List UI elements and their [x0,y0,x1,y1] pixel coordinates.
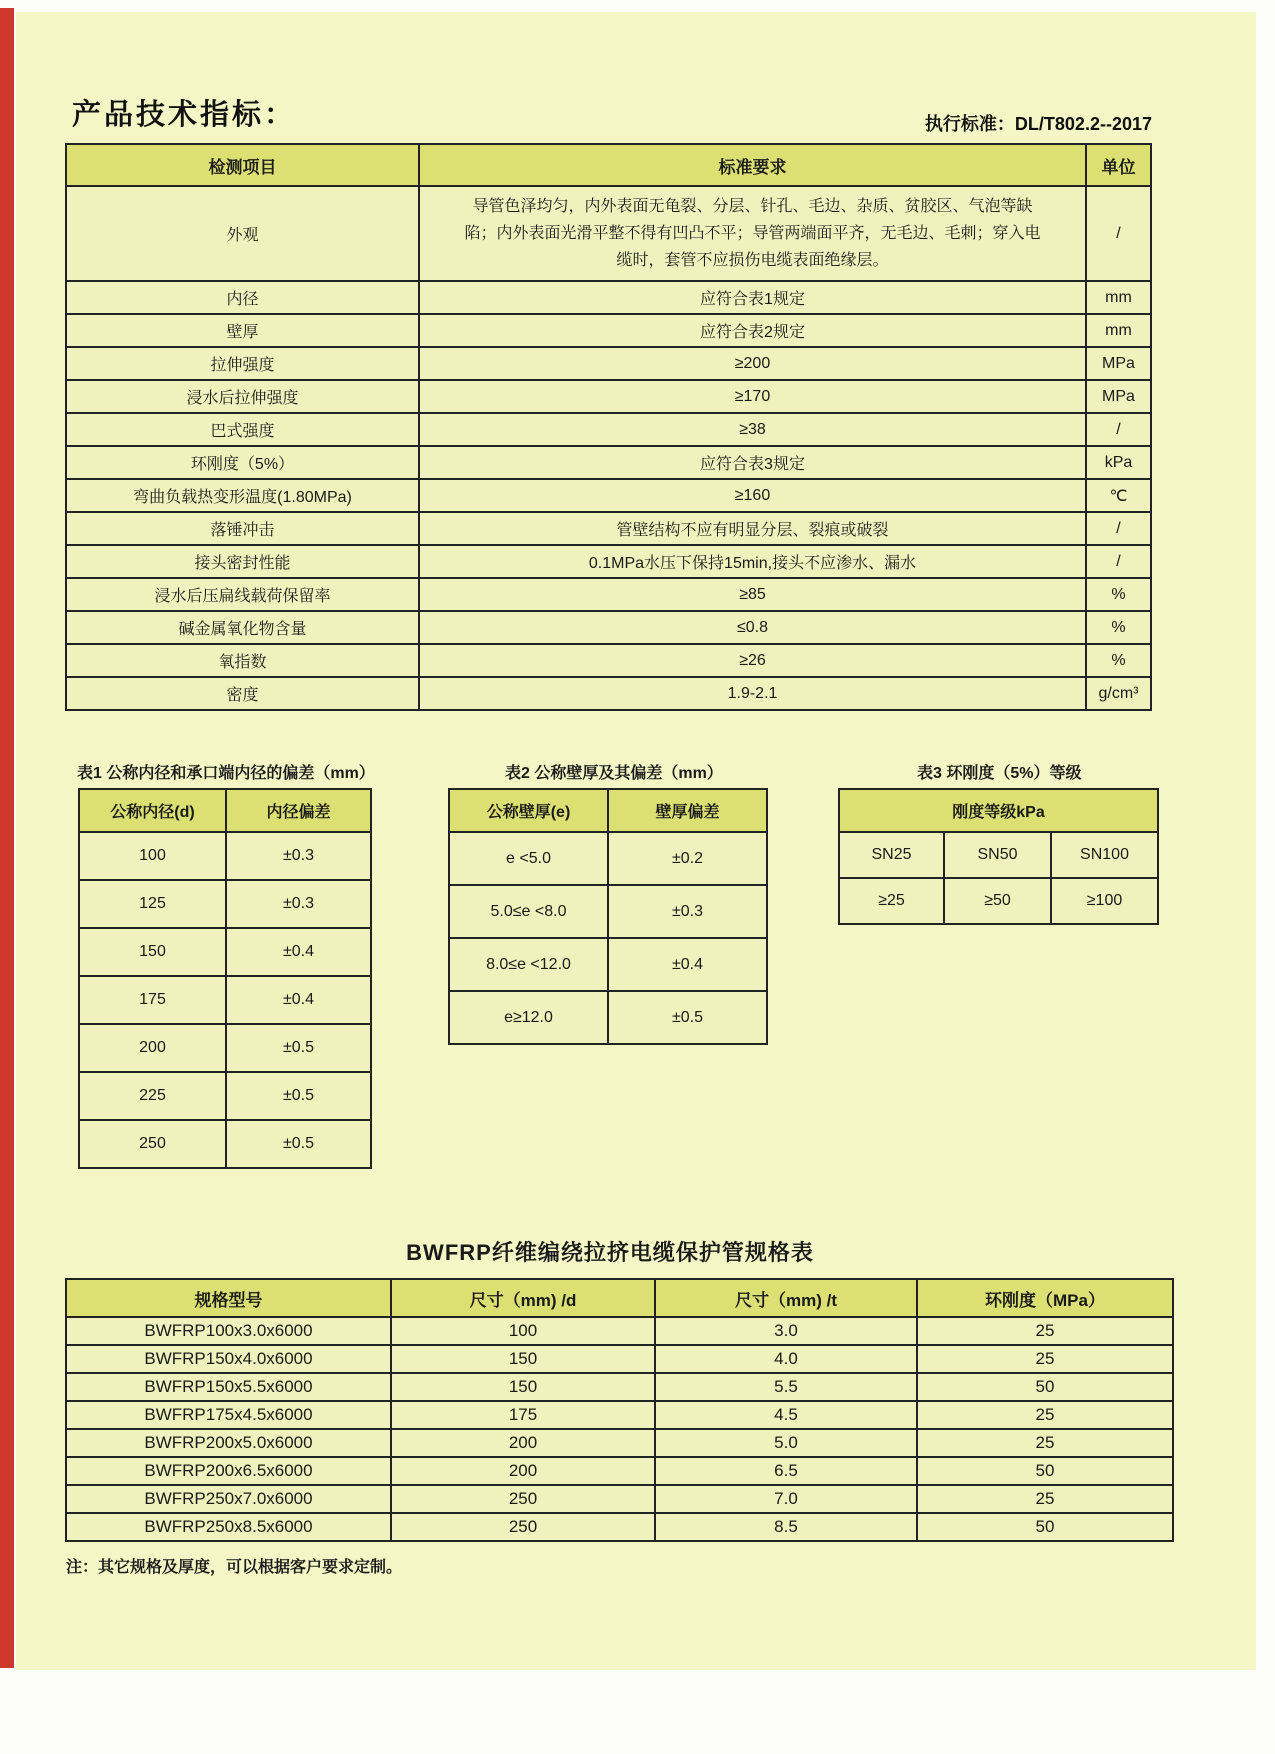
value-cell: 25 [917,1345,1173,1373]
requirement-cell: ≥26 [419,644,1086,677]
table3-title: 表3 环刚度（5%）等级 [917,765,1082,782]
column-header-model: 规格型号 [66,1279,391,1317]
table-row [66,545,1151,578]
column-header-nominal-diameter: 公称内径(d) [79,789,226,832]
item-cell: 外观 [66,186,419,281]
grade-cell: SN50 [944,832,1051,878]
table2-title: 表2 公称壁厚及其偏差（mm） [505,765,723,782]
item-cell: 接头密封性能 [66,545,419,578]
value-cell: 100 [79,832,226,880]
unit-cell: MPa [1086,347,1151,380]
value-cell: 6.5 [655,1457,917,1485]
requirement-cell: 导管色泽均匀，内外表面无龟裂、分层、针孔、毛边、杂质、贫胶区、气泡等缺陷；内外表面光滑平整不得有凹凸不平；导管两端面平齐，无毛边、毛刺；穿入电缆时，套管不应损伤电缆表面绝缘层。 [419,186,1086,281]
unit-cell: MPa [1086,380,1151,413]
requirement-cell: 应符合表3规定 [419,446,1086,479]
table-row [66,1513,1173,1541]
column-header-thickness-tolerance: 壁厚偏差 [608,789,767,832]
value-cell: ±0.3 [226,880,371,928]
requirement-cell: 管壁结构不应有明显分层、裂痕或破裂 [419,512,1086,545]
value-cell: 225 [79,1072,226,1120]
table-row [66,186,1151,281]
grade-cell: SN100 [1051,832,1158,878]
model-cell: BWFRP100x3.0x6000 [66,1317,391,1345]
unit-cell: ℃ [1086,479,1151,512]
value-cell: 4.0 [655,1345,917,1373]
model-cell: BWFRP150x4.0x6000 [66,1345,391,1373]
left-edge-red-strip [0,8,14,1668]
value-cell: 250 [391,1485,655,1513]
table1-diameter-tolerance [78,788,372,1169]
table-row [449,832,767,885]
value-cell: 25 [917,1485,1173,1513]
value-cell: ±0.3 [608,885,767,938]
table-row [66,1345,1173,1373]
value-cell: ±0.5 [608,991,767,1044]
table-row [66,380,1151,413]
table-row [66,644,1151,677]
unit-cell: mm [1086,314,1151,347]
page-title: 产品技术指标： [72,99,297,131]
grade-cell: SN25 [839,832,944,878]
table-row [79,928,371,976]
value-cell: 250 [391,1513,655,1541]
table-row [66,479,1151,512]
value-cell: 3.0 [655,1317,917,1345]
column-header-diameter-tolerance: 内径偏差 [226,789,371,832]
table-row [66,1485,1173,1513]
unit-cell: % [1086,644,1151,677]
value-cell: 150 [79,928,226,976]
table-row [79,1072,371,1120]
column-header-size-t: 尺寸（mm) /t [655,1279,917,1317]
unit-cell: / [1086,512,1151,545]
model-cell: BWFRP150x5.5x6000 [66,1373,391,1401]
value-cell: 50 [917,1513,1173,1541]
requirement-cell: ≥160 [419,479,1086,512]
value-cell: 8.5 [655,1513,917,1541]
unit-cell: / [1086,186,1151,281]
unit-cell: kPa [1086,446,1151,479]
table-row [839,878,1158,924]
model-cell: BWFRP250x7.0x6000 [66,1485,391,1513]
model-cell: BWFRP175x4.5x6000 [66,1401,391,1429]
value-cell: ±0.4 [226,976,371,1024]
table-header-row [449,789,767,832]
item-cell: 浸水后拉伸强度 [66,380,419,413]
value-cell: 25 [917,1401,1173,1429]
column-header-unit: 单位 [1086,144,1151,186]
item-cell: 环刚度（5%） [66,446,419,479]
value-cell: 125 [79,880,226,928]
unit-cell: g/cm³ [1086,677,1151,710]
table-row [66,446,1151,479]
item-cell: 密度 [66,677,419,710]
table-row [839,832,1158,878]
item-cell: 弯曲负载热变形温度(1.80MPa) [66,479,419,512]
table-row [79,832,371,880]
stiffness-grade-header: 刚度等级kPa [839,789,1158,832]
unit-cell: / [1086,413,1151,446]
spec-table-title: BWFRP纤维编绕拉挤电缆保护管规格表 [406,1240,814,1265]
column-header-nominal-thickness: 公称壁厚(e) [449,789,608,832]
value-cell: ±0.4 [608,938,767,991]
table3-ring-stiffness-grades [838,788,1159,925]
value-cell: 200 [79,1024,226,1072]
item-cell: 巴式强度 [66,413,419,446]
value-cell: 150 [391,1345,655,1373]
model-cell: BWFRP200x5.0x6000 [66,1429,391,1457]
value-cell: ≥25 [839,878,944,924]
table-row [66,611,1151,644]
unit-cell: % [1086,578,1151,611]
value-cell: ±0.4 [226,928,371,976]
table-row [79,976,371,1024]
value-cell: 200 [391,1429,655,1457]
value-cell: ≥100 [1051,878,1158,924]
unit-cell: mm [1086,281,1151,314]
table-row [66,281,1151,314]
value-cell: 5.0 [655,1429,917,1457]
table-row [66,1317,1173,1345]
item-cell: 落锤冲击 [66,512,419,545]
table-row [66,1457,1173,1485]
value-cell: ±0.5 [226,1024,371,1072]
value-cell: 25 [917,1429,1173,1457]
item-cell: 氧指数 [66,644,419,677]
table-row [79,1024,371,1072]
value-cell: 5.0≤e <8.0 [449,885,608,938]
table-header-row [79,789,371,832]
requirement-cell: ≥38 [419,413,1086,446]
requirement-cell: ≥85 [419,578,1086,611]
unit-cell: % [1086,611,1151,644]
table-header-row [839,789,1158,832]
model-cell: BWFRP200x6.5x6000 [66,1457,391,1485]
requirement-cell: ≥200 [419,347,1086,380]
value-cell: e≥12.0 [449,991,608,1044]
value-cell: 175 [79,976,226,1024]
table-row [79,1120,371,1168]
table-header-row [66,1279,1173,1317]
table-row [66,677,1151,710]
value-cell: 5.5 [655,1373,917,1401]
table-row [66,578,1151,611]
table-row [66,1401,1173,1429]
requirement-cell: ≤0.8 [419,611,1086,644]
requirement-cell: ≥170 [419,380,1086,413]
table-row [66,1373,1173,1401]
table1-title: 表1 公称内径和承口端内径的偏差（mm） [77,765,375,782]
footnote: 注：其它规格及厚度，可以根据客户要求定制。 [66,1559,403,1576]
value-cell: 250 [79,1120,226,1168]
spec-table [65,1278,1174,1542]
column-header-size-d: 尺寸（mm) /d [391,1279,655,1317]
requirement-cell: 0.1MPa水压下保持15min,接头不应渗水、漏水 [419,545,1086,578]
table-row [66,1429,1173,1457]
requirement-cell: 应符合表1规定 [419,281,1086,314]
value-cell: 100 [391,1317,655,1345]
model-cell: BWFRP250x8.5x6000 [66,1513,391,1541]
value-cell: e <5.0 [449,832,608,885]
table-row [66,314,1151,347]
table-row [449,938,767,991]
table-row [449,885,767,938]
value-cell: 50 [917,1373,1173,1401]
table2-wall-thickness-tolerance [448,788,768,1045]
item-cell: 拉伸强度 [66,347,419,380]
table-row [66,347,1151,380]
column-header-item: 检测项目 [66,144,419,186]
item-cell: 内径 [66,281,419,314]
value-cell: 8.0≤e <12.0 [449,938,608,991]
column-header-ring-stiffness: 环刚度（MPa） [917,1279,1173,1317]
unit-cell: / [1086,545,1151,578]
value-cell: ±0.5 [226,1120,371,1168]
item-cell: 浸水后压扁线载荷保留率 [66,578,419,611]
value-cell: ±0.2 [608,832,767,885]
requirement-cell: 应符合表2规定 [419,314,1086,347]
value-cell: 4.5 [655,1401,917,1429]
technical-indicators-table [65,143,1152,711]
table-row [66,512,1151,545]
item-cell: 壁厚 [66,314,419,347]
value-cell: ±0.3 [226,832,371,880]
requirement-cell: 1.9-2.1 [419,677,1086,710]
value-cell: 200 [391,1457,655,1485]
value-cell: ±0.5 [226,1072,371,1120]
item-cell: 碱金属氧化物含量 [66,611,419,644]
table-header-row [66,144,1151,186]
value-cell: ≥50 [944,878,1051,924]
table-row [79,880,371,928]
value-cell: 50 [917,1457,1173,1485]
value-cell: 175 [391,1401,655,1429]
table-row [66,413,1151,446]
table-row [449,991,767,1044]
execution-standard-label: 执行标准：DL/T802.2--2017 [924,114,1152,134]
value-cell: 25 [917,1317,1173,1345]
column-header-requirement: 标准要求 [419,144,1086,186]
value-cell: 150 [391,1373,655,1401]
value-cell: 7.0 [655,1485,917,1513]
